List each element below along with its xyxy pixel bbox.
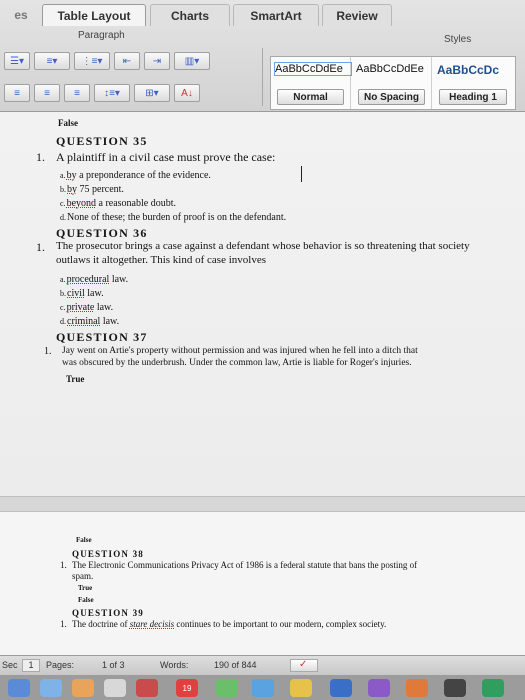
question-text: A plaintiff in a civil case must prove the case: bbox=[56, 150, 276, 164]
tab-table-layout[interactable] bbox=[42, 4, 146, 26]
multilevel-list-button[interactable] bbox=[74, 52, 110, 70]
answer-option[interactable] bbox=[60, 316, 119, 327]
option-letter: c. bbox=[60, 199, 66, 208]
question-text: was obscured by the underbrush. Under the common law, Artie is liable for Roger's injuries. bbox=[62, 358, 412, 368]
option-letter: b. bbox=[60, 185, 66, 194]
question-number: 1. bbox=[36, 150, 45, 164]
status-bar bbox=[0, 655, 525, 675]
previous-answer: False bbox=[76, 536, 92, 544]
question-text: spam. bbox=[72, 571, 94, 581]
ribbon-tabs bbox=[0, 2, 525, 26]
option-text: None of these; the burden of proof is on the defendant. bbox=[67, 212, 287, 223]
answer-option[interactable] bbox=[60, 170, 211, 181]
columns-button[interactable] bbox=[174, 52, 210, 70]
sort-button[interactable] bbox=[174, 84, 200, 102]
answer-option[interactable] bbox=[60, 274, 128, 285]
borders-icon: ⊞▾ bbox=[145, 87, 159, 99]
dock-app-icon[interactable] bbox=[104, 679, 126, 697]
question-heading: QUESTION 36 bbox=[56, 226, 148, 240]
option-underlined-word: criminal bbox=[67, 316, 101, 327]
dock-app-icon[interactable] bbox=[406, 679, 428, 697]
decrease-indent-button[interactable] bbox=[114, 52, 140, 70]
option-letter: d. bbox=[60, 317, 66, 326]
style-name: Heading 1 bbox=[439, 89, 507, 105]
dock-app-icon[interactable] bbox=[136, 679, 158, 697]
document-area[interactable] bbox=[0, 112, 525, 655]
align-left-button[interactable] bbox=[4, 84, 30, 102]
question-text: Jay went on Artie's property without permission and was injured when he fell into a ditch that bbox=[62, 346, 418, 356]
pages-label: Pages: bbox=[46, 660, 75, 670]
dock-app-icon[interactable] bbox=[40, 679, 62, 697]
dock-app-icon[interactable] bbox=[330, 679, 352, 697]
answer-option[interactable] bbox=[60, 198, 176, 209]
question-heading: QUESTION 37 bbox=[56, 330, 148, 344]
option-underlined-word: by bbox=[67, 184, 77, 195]
style-sample: AaBbCcDdEe bbox=[356, 63, 424, 75]
previous-answer: False bbox=[58, 118, 78, 128]
question-heading: QUESTION 39 bbox=[72, 608, 144, 618]
option-text: a preponderance of the evidence. bbox=[76, 170, 211, 181]
styles-gallery bbox=[270, 56, 516, 110]
answer-value: True bbox=[66, 374, 85, 384]
calendar-date: 19 bbox=[182, 683, 192, 693]
dock-app-icon[interactable] bbox=[290, 679, 312, 697]
question-text: The prosecutor brings a case against a defendant whose behavior is so threatening that society bbox=[56, 240, 470, 252]
option-underlined-word: private bbox=[66, 302, 95, 313]
option-text: law. bbox=[84, 288, 104, 299]
question-heading: QUESTION 38 bbox=[72, 549, 144, 559]
option-letter: a. bbox=[60, 275, 66, 284]
style-normal[interactable] bbox=[271, 57, 351, 109]
question-text bbox=[72, 619, 386, 629]
align-right-icon: ≡ bbox=[74, 87, 80, 99]
numbered-list-icon: ≡▾ bbox=[46, 55, 58, 67]
align-center-button[interactable] bbox=[34, 84, 60, 102]
tab-review[interactable] bbox=[322, 4, 392, 26]
line-spacing-button[interactable] bbox=[94, 84, 130, 102]
option-text: law. bbox=[94, 302, 114, 313]
style-heading-1[interactable] bbox=[433, 57, 513, 109]
option-underlined-word: beyond bbox=[66, 198, 97, 209]
dock-app-icon[interactable] bbox=[72, 679, 94, 697]
document-page-2[interactable] bbox=[0, 512, 525, 655]
answer-option[interactable] bbox=[60, 288, 104, 299]
borders-button[interactable] bbox=[134, 84, 170, 102]
tab-label: Review bbox=[336, 8, 378, 23]
style-no-spacing[interactable] bbox=[352, 57, 432, 109]
option-underlined-word: procedural bbox=[66, 274, 110, 285]
option-text: 75 percent. bbox=[77, 184, 124, 195]
section-label: Sec bbox=[2, 660, 18, 670]
tab-charts[interactable] bbox=[150, 4, 230, 26]
align-center-icon: ≡ bbox=[44, 87, 50, 99]
dock-app-icon[interactable] bbox=[368, 679, 390, 697]
paragraph-toolbar-row-2 bbox=[4, 84, 200, 102]
dock-app-icon[interactable] bbox=[252, 679, 274, 697]
paragraph-toolbar-row-1 bbox=[4, 52, 210, 70]
words-label: Words: bbox=[160, 660, 189, 670]
answer-option[interactable] bbox=[60, 212, 286, 223]
proofing-status-button[interactable] bbox=[290, 659, 318, 672]
option-underlined-word: civil bbox=[67, 288, 85, 299]
answer-option[interactable] bbox=[60, 302, 113, 313]
styles-group-label: Styles bbox=[444, 34, 472, 45]
dock-app-icon[interactable] bbox=[8, 679, 30, 697]
option-text: law. bbox=[109, 274, 129, 285]
question-text-part: The doctrine of bbox=[72, 619, 130, 629]
align-right-button[interactable] bbox=[64, 84, 90, 102]
question-text: outlaws it altogether. This kind of case involves bbox=[56, 254, 266, 266]
calendar-icon[interactable] bbox=[176, 679, 198, 697]
columns-icon: ▥▾ bbox=[184, 55, 200, 67]
question-number: 1. bbox=[36, 240, 45, 254]
option-letter: a. bbox=[60, 171, 66, 180]
style-name: No Spacing bbox=[358, 89, 425, 105]
line-spacing-icon: ↕≡▾ bbox=[104, 87, 120, 99]
ribbon bbox=[0, 0, 525, 112]
question-number: 1. bbox=[60, 619, 67, 629]
answer-true: True bbox=[78, 584, 93, 592]
question-text-emphasis: stare decisis bbox=[129, 619, 175, 629]
align-left-icon: ≡ bbox=[14, 87, 20, 99]
numbered-list-button[interactable] bbox=[34, 52, 70, 70]
paragraph-group-label: Paragraph bbox=[78, 30, 125, 41]
dock-app-icon[interactable] bbox=[444, 679, 466, 697]
tab-partial[interactable] bbox=[0, 4, 42, 26]
style-sample: AaBbCcDdEe bbox=[275, 63, 351, 75]
tab-label: Charts bbox=[170, 8, 209, 23]
dock-app-icon[interactable] bbox=[216, 679, 238, 697]
increase-indent-icon: ⇥ bbox=[152, 55, 162, 67]
answer-false: False bbox=[78, 596, 94, 604]
option-letter: b. bbox=[60, 289, 66, 298]
question-number: 1. bbox=[60, 560, 67, 570]
style-name: Normal bbox=[277, 89, 344, 105]
dock bbox=[0, 675, 525, 700]
bullet-list-icon: ☰▾ bbox=[10, 55, 24, 67]
increase-indent-button[interactable] bbox=[144, 52, 170, 70]
tab-smartart[interactable] bbox=[233, 4, 319, 26]
tab-label: SmartArt bbox=[250, 8, 302, 23]
option-letter: c. bbox=[60, 303, 66, 312]
section-value: 1 bbox=[22, 659, 40, 672]
multilevel-list-icon: ⋮≡▾ bbox=[81, 55, 103, 67]
words-value[interactable]: 190 of 844 bbox=[214, 660, 257, 670]
tab-label: es bbox=[14, 8, 28, 22]
bullet-list-button[interactable] bbox=[4, 52, 30, 70]
question-heading: QUESTION 35 bbox=[56, 134, 148, 148]
group-separator bbox=[262, 48, 263, 106]
answer-option[interactable] bbox=[60, 184, 124, 195]
decrease-indent-icon: ⇤ bbox=[122, 55, 132, 67]
option-text: a reasonable doubt. bbox=[96, 198, 176, 209]
page-break bbox=[0, 496, 525, 512]
document-page-1[interactable] bbox=[0, 112, 525, 496]
sort-icon: A↓ bbox=[181, 87, 193, 99]
option-underlined-word: by bbox=[66, 170, 77, 181]
question-number: 1. bbox=[44, 346, 52, 357]
text-cursor bbox=[301, 166, 302, 182]
option-text: law. bbox=[100, 316, 120, 327]
option-letter: d. bbox=[60, 213, 66, 222]
style-sample: AaBbCcDc bbox=[437, 63, 500, 77]
pages-value[interactable]: 1 of 3 bbox=[102, 660, 125, 670]
tab-label: Table Layout bbox=[57, 8, 131, 23]
question-text-part: continues to be important to our modern, complex society. bbox=[174, 619, 387, 629]
dock-app-icon[interactable] bbox=[482, 679, 504, 697]
spellcheck-icon: ✓ bbox=[299, 659, 308, 670]
question-text: The Electronic Communications Privacy Act of 1986 is a federal statute that bans the posting of bbox=[72, 560, 418, 570]
